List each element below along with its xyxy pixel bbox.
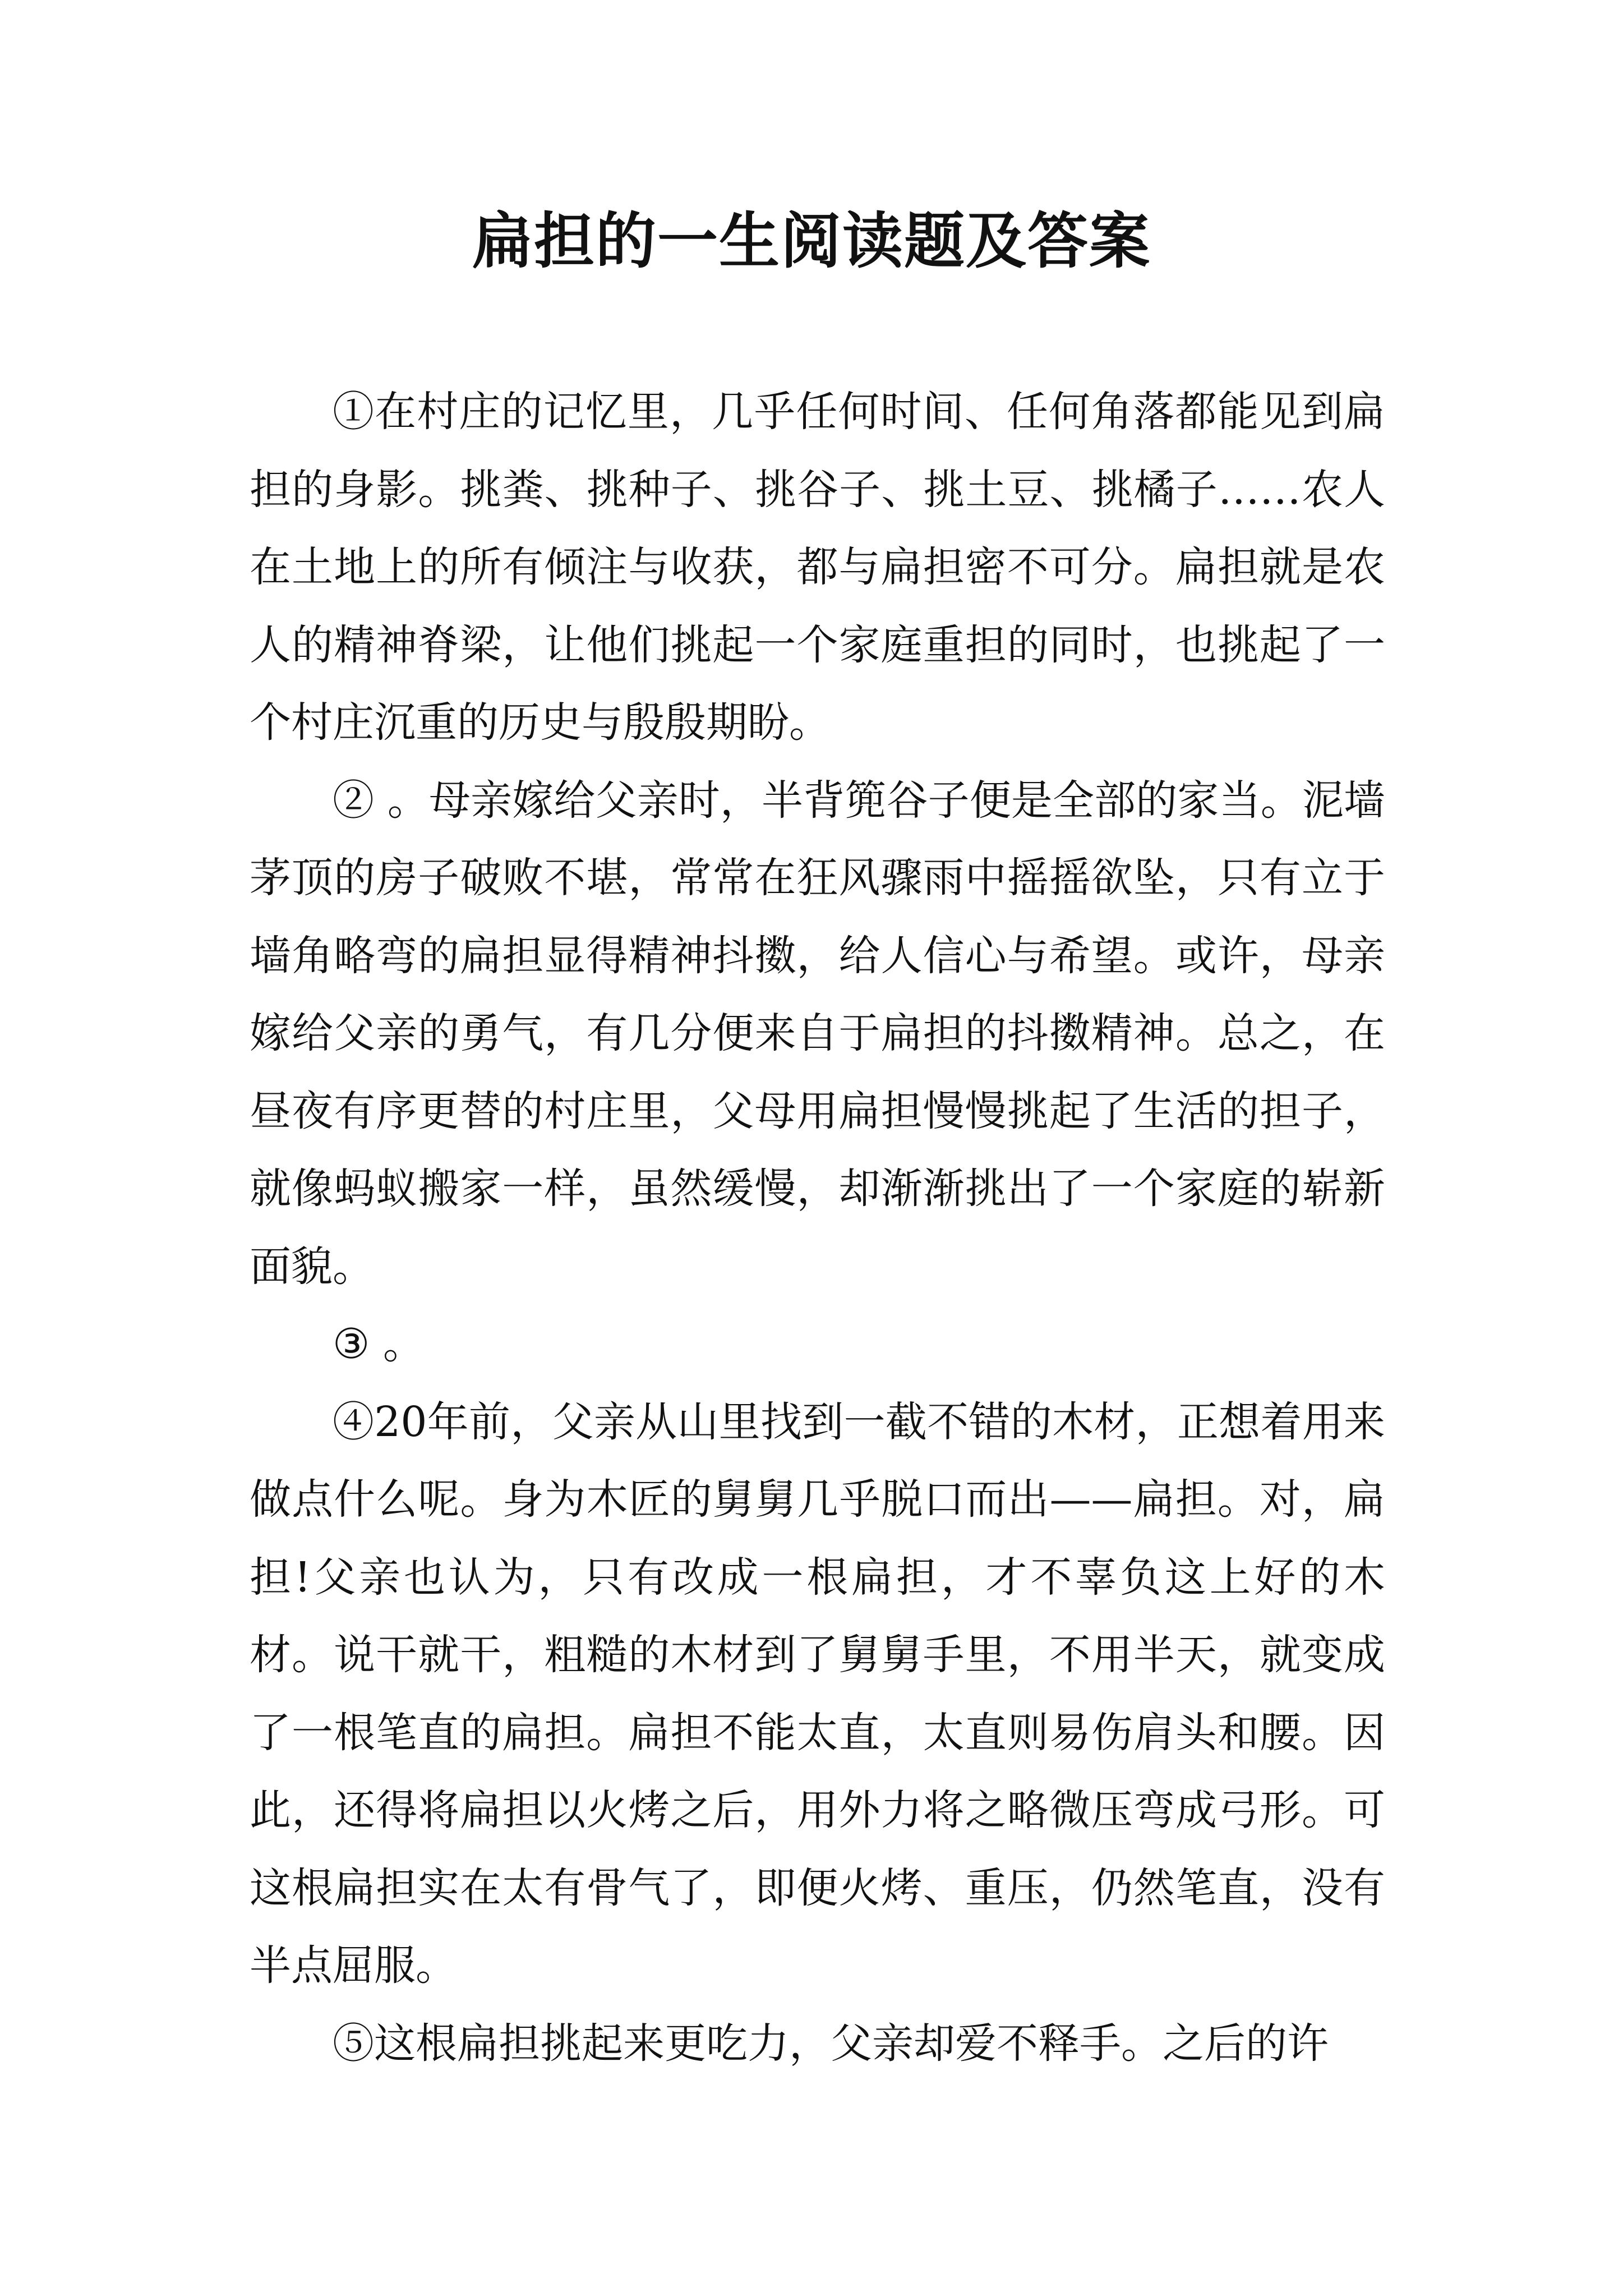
paragraph-2: ② 。母亲嫁给父亲时，半背篼谷子便是全部的家当。泥墙茅顶的房子破败不堪，常常在狂风骤雨中摇摇欲坠，只有立于墙角略弯的扁担显得精神抖擞，给人信心与希望。或许，母亲嫁给父亲的勇气，有几分便来自于扁担的抖擞精神。总之，在昼夜有序更替的村庄里，父母用扁担慢慢挑起了生活的担子，就像蚂蚁搬家一样，虽然缓慢，却渐渐挑出了一个家庭的崭新面貌。 (250, 776, 1385, 1291)
document-title: 扁担的一生阅读题及答案 (472, 206, 1151, 277)
paragraph-3: ③ 。 (333, 1320, 425, 1368)
document-body (250, 373, 1385, 2082)
paragraph-5: ⑤这根扁担挑起来更吃力，父亲却爱不释手。之后的许 (333, 2019, 1329, 2068)
paragraph-4: ④20年前，父亲从山里找到一截不错的木材，正想着用来做点什么呢。身为木匠的舅舅几乎脱口而出——扁担。对，扁担!父亲也认为，只有改成一根扁担，才不辜负这上好的木材。说干就干，粗糙的木材到了舅舅手里，不用半天，就变成了一根笔直的扁担。扁担不能太直，太直则易伤肩头和腰。因此，还得将扁担以火烤之后，用外力将之略微压弯成弓形。可这根扁担实在太有骨气了，即便火烤、重压，仍然笔直，没有半点屈服。 (250, 1397, 1385, 1990)
paragraph-1: ①在村庄的记忆里，几乎任何时间、任何角落都能见到扁担的身影。挑粪、挑种子、挑谷子、挑土豆、挑橘子……农人在土地上的所有倾注与收获，都与扁担密不可分。扁担就是农人的精神脊梁，让他们挑起一个家庭重担的同时，也挑起了一个村庄沉重的历史与殷殷期盼。 (250, 388, 1385, 747)
